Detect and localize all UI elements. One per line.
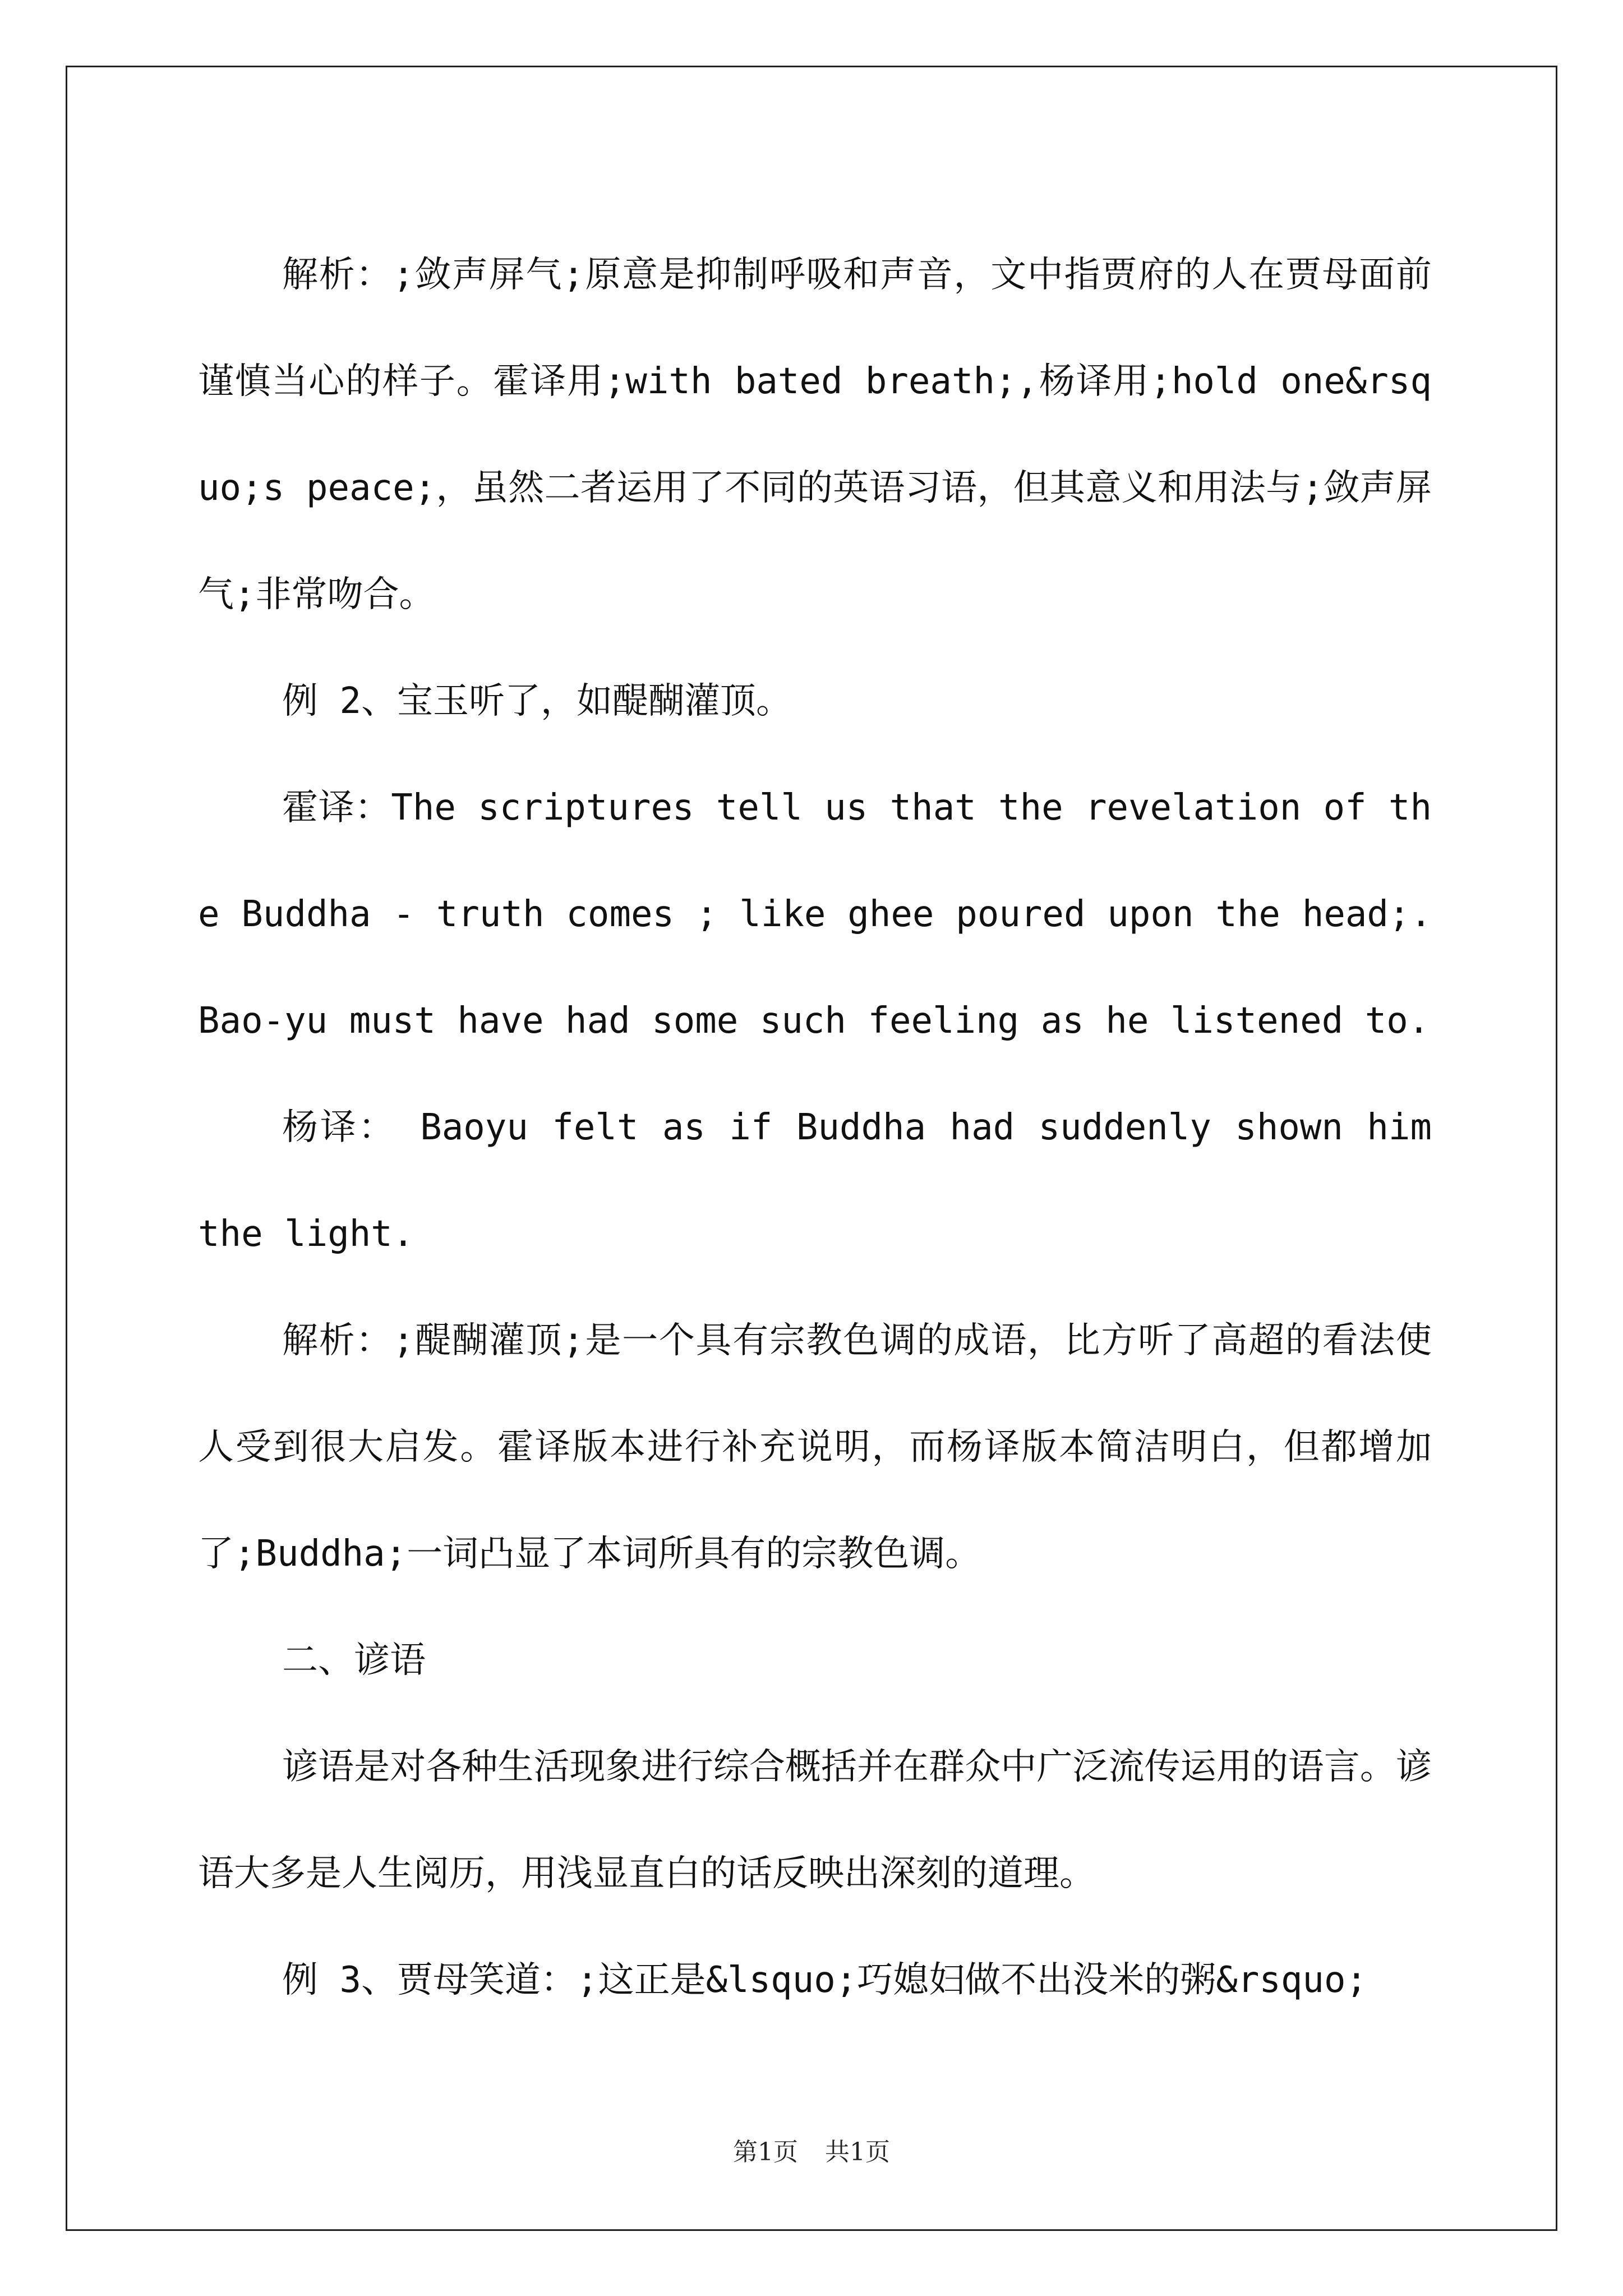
- paragraph-analysis-1: 解析：;敛声屏气;原意是抑制呼吸和声音，文中指贾府的人在贾母面前谨慎当心的样子。霍译用;with bated breath;,杨译用;hold one&rsquo;s peace;，虽然二者运用了不同的英语习语，但其意义和用法与;敛声屏气;非常吻合。: [198, 254, 1432, 615]
- page-footer: [0, 2132, 1623, 2168]
- paragraph-yang-translation: 杨译： Baoyu felt as if Buddha had suddenly shown him the light.: [198, 1107, 1432, 1255]
- paragraph-proverb-definition: 谚语是对各种生活现象进行综合概括并在群众中广泛流传运用的语言。谚语大多是人生阅历，用浅显直白的话反映出深刻的道理。: [198, 1746, 1432, 1894]
- paragraph-hawkes-translation: 霍译：The scriptures tell us that the revelation of the Buddha - truth comes ; like ghee poured upon the head;. Bao-yu must have had some such feeling as he listened to.: [198, 787, 1432, 1042]
- paragraph-example-3: 例 3、贾母笑道：;这正是&lsquo;巧媳妇做不出没米的粥&rsquo;: [282, 1959, 1368, 2001]
- document-body: [198, 222, 1432, 2033]
- section-heading-proverbs: 二、谚语: [282, 1640, 426, 1681]
- paragraph-analysis-2: 解析：;醍醐灌顶;是一个具有宗教色调的成语，比方听了高超的看法使人受到很大启发。霍译版本进行补充说明，而杨译版本简洁明白，但都增加了;Buddha;一词凸显了本词所具有的宗教色调。: [198, 1320, 1432, 1575]
- page-total: 共1页: [825, 2138, 890, 2166]
- paragraph-example-2: 例 2、宝玉听了，如醍醐灌顶。: [282, 680, 792, 722]
- page-number: 第1页: [733, 2138, 798, 2166]
